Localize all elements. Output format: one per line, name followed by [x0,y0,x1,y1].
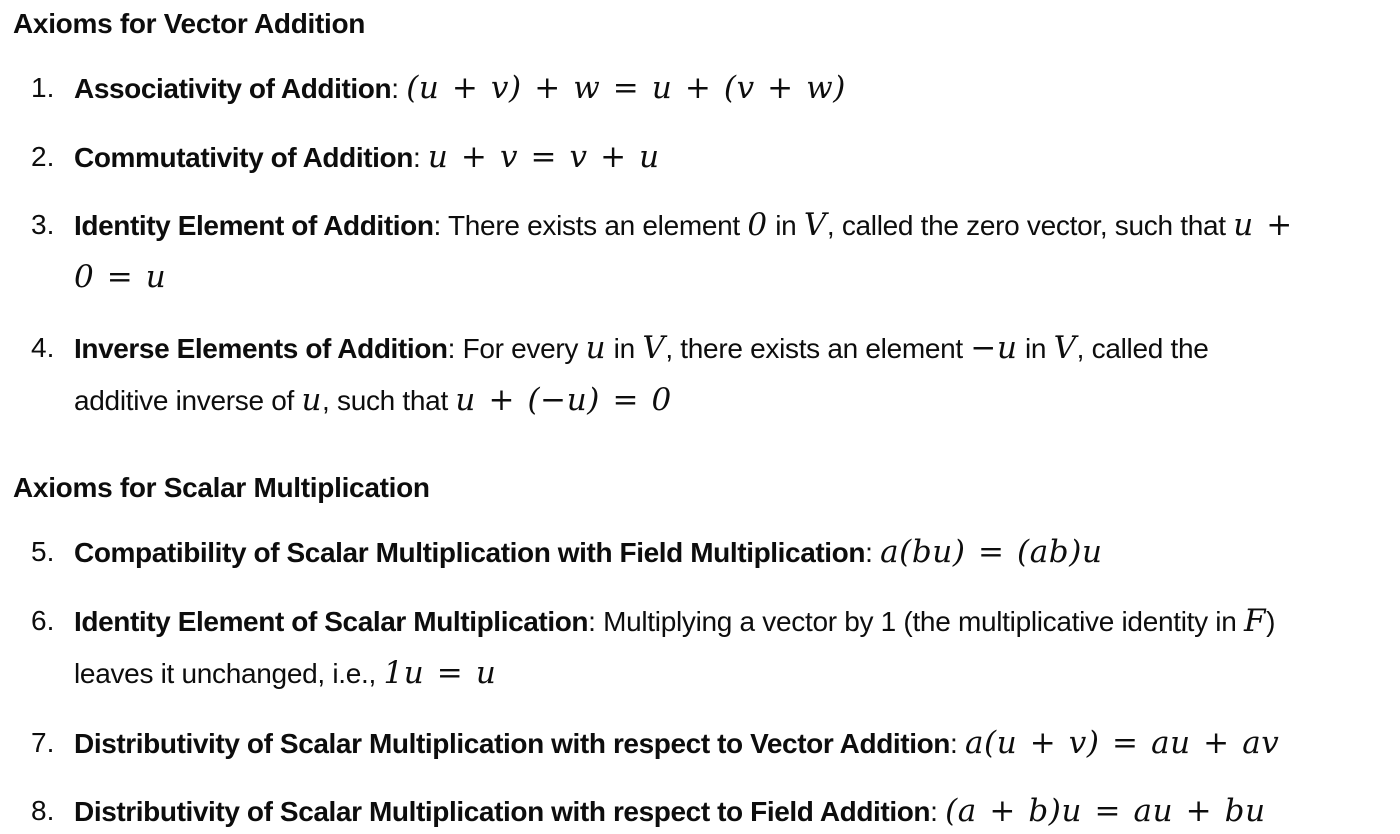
axiom-line [74,322,1209,375]
text-run: : [865,537,881,568]
text-run: : [412,142,428,173]
text-run: ) [1266,606,1276,637]
text-run: , called the [1076,333,1209,364]
axiom-title: Identity Element of Scalar Multiplication [74,606,589,637]
math-expression: u [585,330,607,366]
text-run: additive inverse of [74,385,302,416]
axiom-line [74,62,846,115]
text-run: in [1017,333,1054,364]
math-expression: −u [970,330,1018,366]
axiom-title: Associativity of Addition [74,73,392,104]
math-expression: u + [1233,207,1293,243]
axiom-number: 3. [31,209,55,240]
axiom-line-continued [74,251,166,304]
axiom-title: Commutativity of Addition [74,142,413,173]
math-expression: V [803,207,827,243]
math-expression: u + v = v + u [427,139,660,175]
axiom-line-continued [74,374,672,427]
axiom-number: 6. [31,605,55,636]
axiom-line [74,595,1275,648]
math-expression: 1u = u [383,655,497,691]
math-expression: 0 = u [74,259,167,295]
axiom-number: 1. [31,72,55,103]
axiom-title: Compatibility of Scalar Multiplication with Field Multiplication [74,537,866,568]
text-run: : [930,796,946,827]
axiom-number: 2. [31,141,55,172]
axiom-title: Identity Element of Addition [74,210,434,241]
math-expression: u + (−u) = 0 [455,382,672,418]
math-expression: V [1053,330,1077,366]
axiom-title: Inverse Elements of Addition [74,333,448,364]
text-run: : [950,728,965,759]
math-expression: a(u + v) = au + av [964,725,1280,761]
axiom-line [74,199,1293,252]
axiom-title: Distributivity of Scalar Multiplication with respect to Field Addition [74,796,931,827]
text-run: in [767,210,804,241]
text-run: in [606,333,643,364]
math-expression: V [642,330,666,366]
section-heading-scalar-multiplication: Axioms for Scalar Multiplication [13,472,430,503]
text-run: : Multiplying a vector by 1 (the multiplicative identity in [588,606,1244,637]
text-run: leaves it unchanged, i.e., [74,658,384,689]
axiom-line [74,526,1103,579]
axiom-number: 8. [31,795,55,826]
math-expression: (a + b)u = au + bu [945,793,1266,829]
axiom-line [74,785,1266,834]
math-expression: a(bu) = (ab)u [880,534,1103,570]
text-run: : There exists an element [433,210,748,241]
text-run: : For every [447,333,586,364]
text-run: , there exists an element [665,333,971,364]
section-heading-vector-addition: Axioms for Vector Addition [13,8,366,39]
math-expression: u [301,382,323,418]
math-expression: F [1243,603,1267,639]
math-expression: 0 [747,207,768,243]
math-expression: (u + v) + w = u + (v + w) [406,70,847,106]
text-run: , called the zero vector, such that [826,210,1234,241]
axiom-number: 5. [31,536,55,567]
text-run: : [391,73,407,104]
axiom-number: 4. [31,332,55,363]
axiom-title: Distributivity of Scalar Multiplication with respect to Vector Addition [74,728,950,759]
axiom-line [74,131,660,184]
text-run: , such that [322,385,456,416]
axiom-line-continued [74,647,496,700]
axiom-number: 7. [31,727,55,758]
axiom-line [74,717,1279,770]
